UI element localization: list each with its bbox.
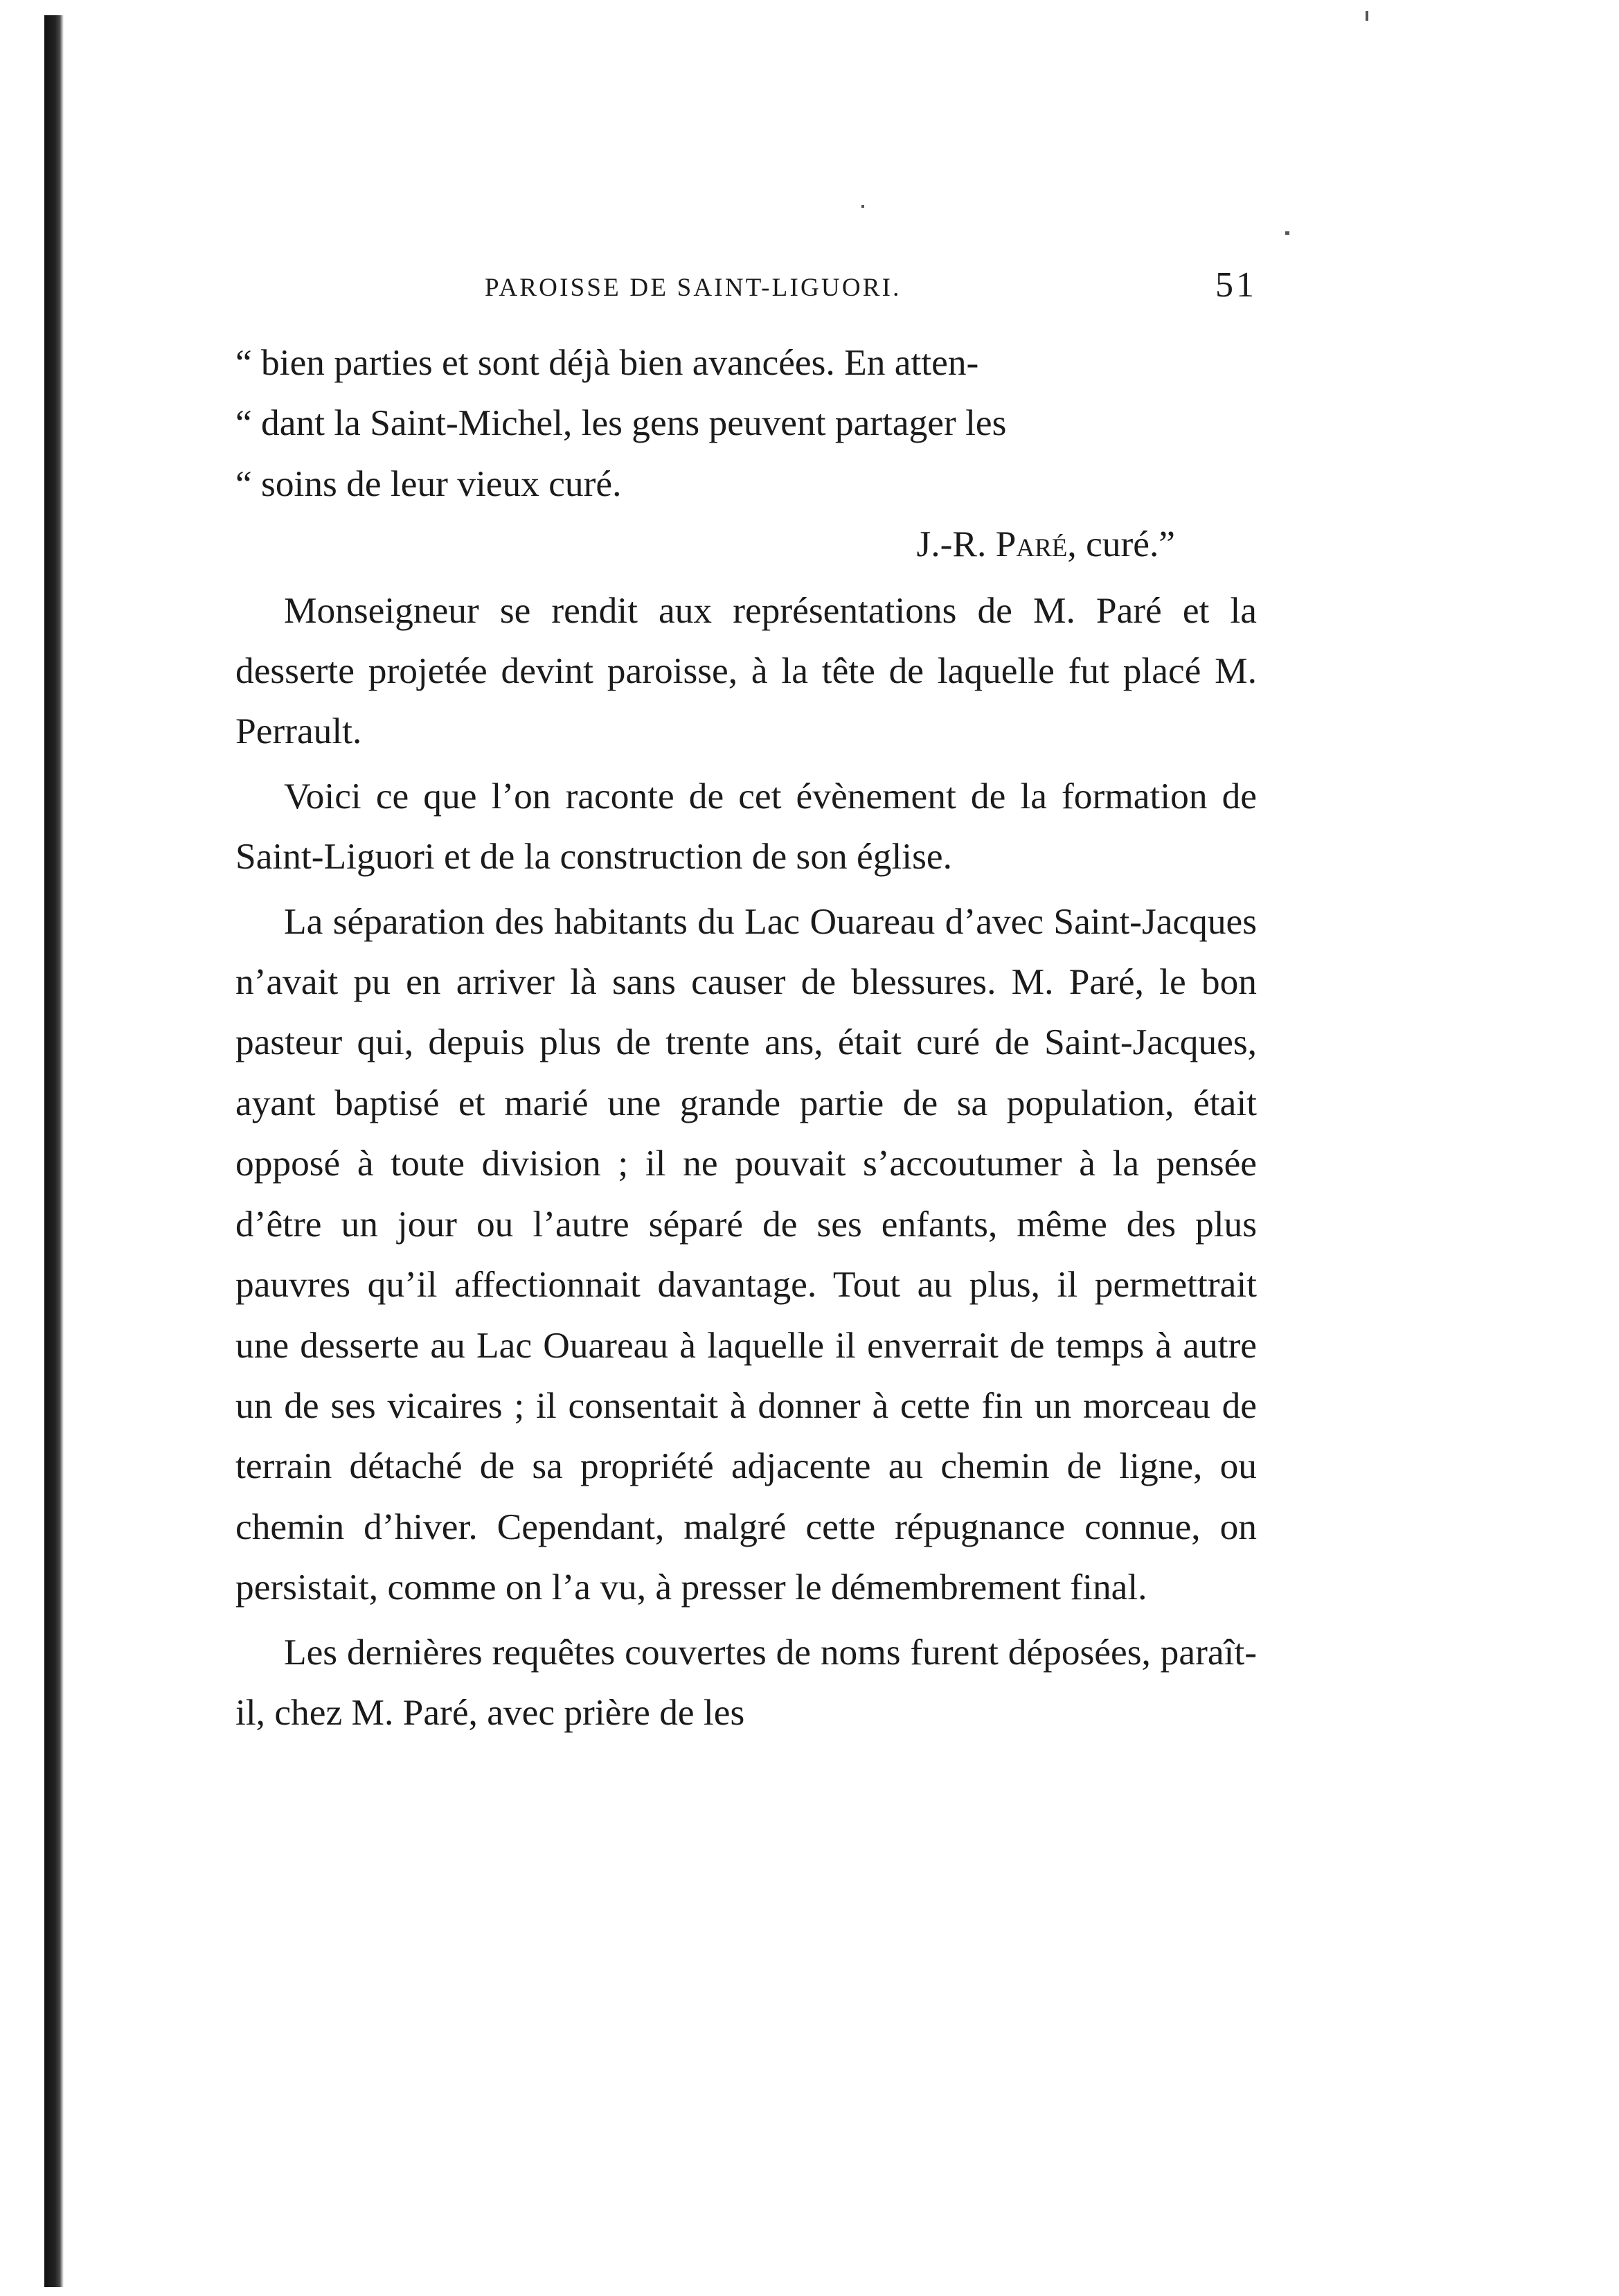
scan-speck: [1285, 231, 1289, 235]
paragraph: Voici ce que l’on raconte de cet évènement de la formation de Saint-Liguori et de la construction de son église.: [235, 774, 1257, 878]
letter-signature: [235, 514, 1257, 574]
quoted-letter: [235, 332, 1257, 575]
paragraph: La séparation des habitants du Lac Ouareau d’avec Saint-Jacques n’avait pu en arriver là sans causer de blessures. M. Paré, le bon pasteur qui, depuis plus de trente ans, était curé de Saint-Jacques, ayant baptisé et marié une grande partie de sa population, était opposé à toute division ; il ne pouvait s’accoutumer à la pensée d’être un jour ou l’autre séparé de ses enfants, même des plus pauvres qu’il affectionnait davantage. Tout au plus, il permettrait une desserte au Lac Ouareau à laquelle il enverrait de temps à autre un de ses vicaires ; il consentait à donner à cette fin un morceau de terrain détaché de sa propriété adjacente au chemin de ligne, ou chemin d’hiver. Cependant, malgré cette répugnance connue, on persistait, comme on l’a vu, à presser le démembrement final.: [235, 900, 1257, 1608]
signature-name: J.-R. Paré: [916, 523, 1068, 565]
scan-speck: [1366, 11, 1368, 21]
paragraph: Monseigneur se rendit aux représentations de M. Paré et la desserte projetée devint paroisse, à la tête de laquelle fut placé M. Perrault.: [235, 589, 1257, 752]
signature-title: , curé.”: [1067, 523, 1175, 565]
quote-line: “ soins de leur vieux curé.: [235, 462, 622, 504]
page-number: 51: [1215, 265, 1257, 305]
paragraph: Les dernières requêtes couvertes de noms furent déposées, paraît-il, chez M. Paré, avec prière de les: [235, 1630, 1257, 1733]
quote-line: “ dant la Saint-Michel, les gens peuvent partager les: [235, 402, 1007, 444]
quote-line: “ bien parties et sont déjà bien avancées. En atten-: [235, 341, 979, 383]
scan-binding-edge: [44, 15, 64, 2287]
page-body: [235, 332, 1257, 1743]
page-header: [235, 265, 1257, 317]
scan-speck: [861, 205, 864, 208]
running-title: PAROISSE DE SAINT-LIGUORI.: [485, 274, 902, 302]
